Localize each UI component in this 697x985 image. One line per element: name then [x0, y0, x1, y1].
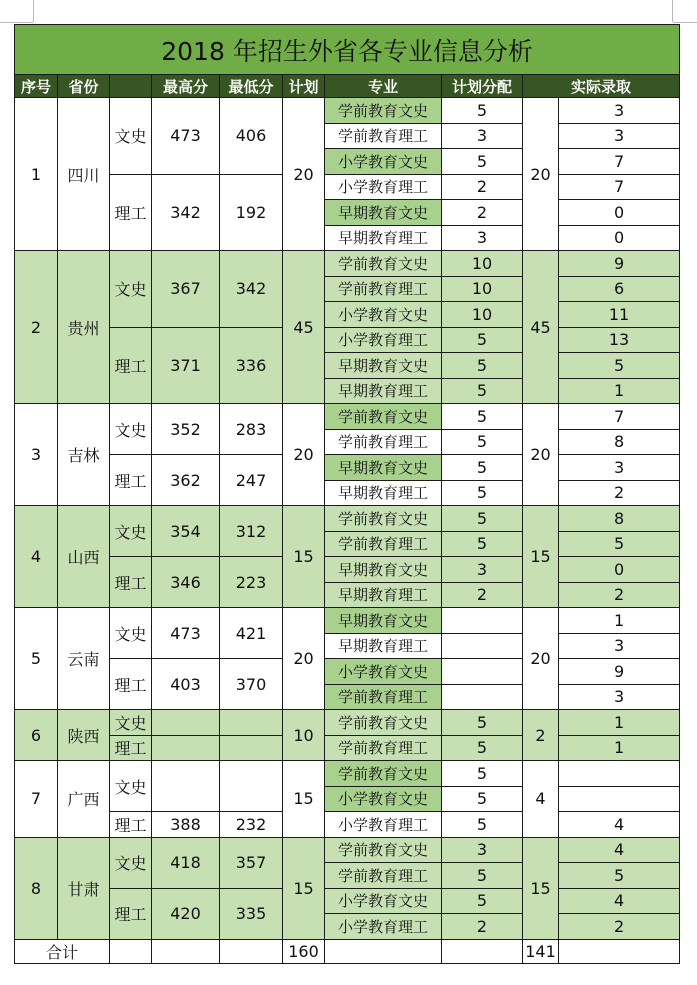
track-max-score: 420: [152, 888, 220, 939]
group-plan: 20: [283, 608, 325, 710]
plan-alloc: 2: [442, 582, 523, 608]
margin-mark-left: [0, 22, 33, 23]
actual-admitted: 4: [559, 837, 680, 863]
actual-admitted: 3: [559, 633, 680, 659]
actual-admitted: 0: [559, 557, 680, 583]
track-min-score: 342: [220, 251, 283, 328]
group-province: 甘肃: [58, 837, 110, 939]
major-name: 学前教育理工: [325, 276, 442, 302]
actual-admitted: 7: [559, 149, 680, 175]
group-plan: 20: [283, 404, 325, 506]
admission-analysis-table: [14, 24, 680, 964]
track-min-score: [220, 761, 283, 812]
plan-alloc: 5: [442, 149, 523, 175]
track-max-score: 346: [152, 557, 220, 608]
track-name: 理工: [110, 888, 152, 939]
major-name: 小学教育文史: [325, 786, 442, 812]
total-actual: 141: [523, 939, 559, 963]
plan-alloc: 5: [442, 480, 523, 506]
total-plan: 160: [283, 939, 325, 963]
total-empty: [325, 939, 442, 963]
table-row: [15, 659, 680, 685]
major-name: 学前教育理工: [325, 123, 442, 149]
major-name: 学前教育理工: [325, 531, 442, 557]
major-name: 早期教育文史: [325, 200, 442, 226]
group-index: 1: [15, 98, 58, 251]
track-max-score: 354: [152, 506, 220, 557]
header-row: [15, 75, 680, 98]
track-max-score: [152, 761, 220, 812]
track-min-score: [220, 735, 283, 761]
group-plan: 10: [283, 710, 325, 761]
actual-admitted: 0: [559, 225, 680, 251]
track-min-score: 370: [220, 659, 283, 710]
plan-alloc: 3: [442, 123, 523, 149]
major-name: 早期教育理工: [325, 480, 442, 506]
track-name: 理工: [110, 735, 152, 761]
total-row: [15, 939, 680, 963]
margin-mark-left-vertical: [33, 0, 34, 22]
actual-admitted: 8: [559, 506, 680, 532]
track-min-score: 192: [220, 174, 283, 251]
actual-admitted: 3: [559, 98, 680, 124]
header-min-score: 最低分: [220, 75, 283, 98]
track-min-score: 312: [220, 506, 283, 557]
track-name: 文史: [110, 761, 152, 812]
plan-alloc: 3: [442, 225, 523, 251]
plan-alloc: 5: [442, 506, 523, 532]
actual-admitted: 6: [559, 276, 680, 302]
total-label: 合计: [15, 939, 110, 963]
plan-alloc: 3: [442, 557, 523, 583]
plan-alloc: 5: [442, 786, 523, 812]
header-plan-alloc: 计划分配: [442, 75, 523, 98]
plan-alloc: 5: [442, 812, 523, 838]
header-province: 省份: [58, 75, 110, 98]
plan-alloc: 5: [442, 735, 523, 761]
header-plan: 计划: [283, 75, 325, 98]
group-plan: 20: [283, 98, 325, 251]
group-index: 3: [15, 404, 58, 506]
major-name: 学前教育文史: [325, 506, 442, 532]
actual-admitted: 5: [559, 353, 680, 379]
group-province: 四川: [58, 98, 110, 251]
actual-admitted: 1: [559, 608, 680, 634]
table-row: [15, 812, 680, 838]
track-name: 理工: [110, 174, 152, 251]
plan-alloc: 10: [442, 251, 523, 277]
actual-admitted: 2: [559, 582, 680, 608]
major-name: 小学教育文史: [325, 659, 442, 685]
total-empty: [559, 939, 680, 963]
track-name: 文史: [110, 506, 152, 557]
table-row: [15, 557, 680, 583]
group-province: 广西: [58, 761, 110, 838]
actual-admitted: 1: [559, 735, 680, 761]
major-name: 早期教育文史: [325, 557, 442, 583]
header-max-score: 最高分: [152, 75, 220, 98]
plan-alloc: 5: [442, 863, 523, 889]
actual-admitted: 2: [559, 480, 680, 506]
group-actual-total: 15: [523, 506, 559, 608]
table-row: [15, 837, 680, 863]
table-row: [15, 888, 680, 914]
track-min-score: 232: [220, 812, 283, 838]
track-max-score: 473: [152, 608, 220, 659]
track-name: 文史: [110, 710, 152, 736]
margin-mark-right-vertical: [672, 0, 673, 22]
track-min-score: 335: [220, 888, 283, 939]
plan-alloc: 5: [442, 531, 523, 557]
group-plan: 45: [283, 251, 325, 404]
table-row: [15, 455, 680, 481]
group-plan: 15: [283, 761, 325, 838]
major-name: 学前教育文史: [325, 710, 442, 736]
actual-admitted: 0: [559, 200, 680, 226]
actual-admitted: 2: [559, 914, 680, 940]
actual-admitted: 9: [559, 251, 680, 277]
group-province: 云南: [58, 608, 110, 710]
plan-alloc: 5: [442, 404, 523, 430]
plan-alloc: 5: [442, 455, 523, 481]
header-major: 专业: [325, 75, 442, 98]
actual-admitted: 9: [559, 659, 680, 685]
track-min-score: 283: [220, 404, 283, 455]
header-track: [110, 75, 152, 98]
plan-alloc: 5: [442, 98, 523, 124]
plan-alloc: [442, 608, 523, 634]
group-province: 贵州: [58, 251, 110, 404]
plan-alloc: [442, 684, 523, 710]
track-max-score: [152, 735, 220, 761]
group-actual-total: 20: [523, 98, 559, 251]
group-actual-total: 45: [523, 251, 559, 404]
track-min-score: 247: [220, 455, 283, 506]
major-name: 早期教育理工: [325, 582, 442, 608]
major-name: 早期教育文史: [325, 608, 442, 634]
track-min-score: 357: [220, 837, 283, 888]
plan-alloc: 3: [442, 837, 523, 863]
group-actual-total: 15: [523, 837, 559, 939]
table-row: [15, 710, 680, 736]
track-max-score: 403: [152, 659, 220, 710]
major-name: 学前教育文史: [325, 837, 442, 863]
track-max-score: 388: [152, 812, 220, 838]
plan-alloc: 10: [442, 302, 523, 328]
group-index: 2: [15, 251, 58, 404]
group-actual-total: 20: [523, 608, 559, 710]
actual-admitted: 3: [559, 123, 680, 149]
track-min-score: [220, 710, 283, 736]
plan-alloc: 2: [442, 914, 523, 940]
plan-alloc: 5: [442, 429, 523, 455]
track-min-score: 223: [220, 557, 283, 608]
table-title: 2018 年招生外省各专业信息分析: [15, 25, 680, 75]
track-name: 文史: [110, 608, 152, 659]
table-row: [15, 761, 680, 787]
track-name: 文史: [110, 98, 152, 175]
actual-admitted: 1: [559, 710, 680, 736]
actual-admitted: 5: [559, 531, 680, 557]
track-name: 文史: [110, 837, 152, 888]
table-row: [15, 735, 680, 761]
track-min-score: 336: [220, 327, 283, 404]
major-name: 早期教育文史: [325, 353, 442, 379]
major-name: 小学教育文史: [325, 302, 442, 328]
major-name: 学前教育理工: [325, 735, 442, 761]
major-name: 学前教育文史: [325, 761, 442, 787]
actual-admitted: [559, 761, 680, 787]
plan-alloc: [442, 659, 523, 685]
group-index: 8: [15, 837, 58, 939]
table-row: [15, 404, 680, 430]
major-name: 学前教育文史: [325, 98, 442, 124]
plan-alloc: 5: [442, 710, 523, 736]
actual-admitted: 3: [559, 455, 680, 481]
plan-alloc: 10: [442, 276, 523, 302]
actual-admitted: 4: [559, 812, 680, 838]
group-actual-total: 4: [523, 761, 559, 838]
track-name: 理工: [110, 455, 152, 506]
total-empty: [220, 939, 283, 963]
major-name: 小学教育理工: [325, 174, 442, 200]
group-actual-total: 20: [523, 404, 559, 506]
table-row: [15, 98, 680, 124]
group-actual-total: 2: [523, 710, 559, 761]
major-name: 学前教育理工: [325, 429, 442, 455]
actual-admitted: 4: [559, 888, 680, 914]
actual-admitted: 13: [559, 327, 680, 353]
major-name: 早期教育理工: [325, 633, 442, 659]
group-province: 山西: [58, 506, 110, 608]
track-min-score: 406: [220, 98, 283, 175]
header-index: 序号: [15, 75, 58, 98]
major-name: 小学教育理工: [325, 812, 442, 838]
plan-alloc: 5: [442, 378, 523, 404]
major-name: 学前教育理工: [325, 863, 442, 889]
track-max-score: 342: [152, 174, 220, 251]
track-max-score: 362: [152, 455, 220, 506]
track-max-score: 367: [152, 251, 220, 328]
track-name: 文史: [110, 404, 152, 455]
header-actual: 实际录取: [523, 75, 680, 98]
track-name: 理工: [110, 812, 152, 838]
table-row: [15, 251, 680, 277]
track-max-score: 352: [152, 404, 220, 455]
track-min-score: 421: [220, 608, 283, 659]
margin-mark-right: [673, 22, 697, 23]
total-empty: [152, 939, 220, 963]
actual-admitted: 3: [559, 684, 680, 710]
group-index: 6: [15, 710, 58, 761]
track-max-score: 371: [152, 327, 220, 404]
major-name: 学前教育文史: [325, 404, 442, 430]
table-row: [15, 506, 680, 532]
group-plan: 15: [283, 506, 325, 608]
major-name: 小学教育理工: [325, 914, 442, 940]
major-name: 学前教育理工: [325, 684, 442, 710]
actual-admitted: 5: [559, 863, 680, 889]
table-row: [15, 608, 680, 634]
plan-alloc: 2: [442, 200, 523, 226]
track-name: 理工: [110, 557, 152, 608]
plan-alloc: 5: [442, 888, 523, 914]
group-province: 陕西: [58, 710, 110, 761]
track-name: 理工: [110, 659, 152, 710]
total-empty: [110, 939, 152, 963]
actual-admitted: 7: [559, 174, 680, 200]
plan-alloc: 5: [442, 327, 523, 353]
major-name: 小学教育文史: [325, 888, 442, 914]
actual-admitted: 1: [559, 378, 680, 404]
actual-admitted: [559, 786, 680, 812]
group-index: 7: [15, 761, 58, 838]
actual-admitted: 11: [559, 302, 680, 328]
major-name: 早期教育文史: [325, 455, 442, 481]
actual-admitted: 8: [559, 429, 680, 455]
actual-admitted: 7: [559, 404, 680, 430]
plan-alloc: [442, 633, 523, 659]
track-name: 文史: [110, 251, 152, 328]
table-row: [15, 174, 680, 200]
plan-alloc: 5: [442, 353, 523, 379]
major-name: 学前教育文史: [325, 251, 442, 277]
group-province: 吉林: [58, 404, 110, 506]
track-max-score: 418: [152, 837, 220, 888]
plan-alloc: 5: [442, 761, 523, 787]
table-row: [15, 327, 680, 353]
major-name: 早期教育理工: [325, 225, 442, 251]
major-name: 早期教育理工: [325, 378, 442, 404]
group-index: 4: [15, 506, 58, 608]
group-index: 5: [15, 608, 58, 710]
track-name: 理工: [110, 327, 152, 404]
major-name: 小学教育文史: [325, 149, 442, 175]
track-max-score: [152, 710, 220, 736]
track-max-score: 473: [152, 98, 220, 175]
plan-alloc: 2: [442, 174, 523, 200]
major-name: 小学教育理工: [325, 327, 442, 353]
total-empty: [442, 939, 523, 963]
group-plan: 15: [283, 837, 325, 939]
